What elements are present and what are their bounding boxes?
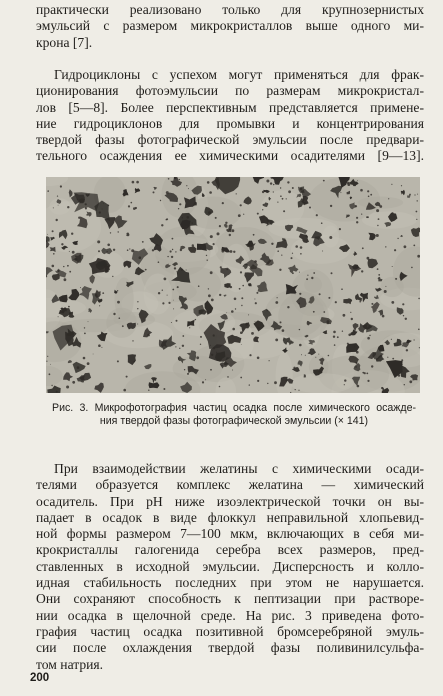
text-line: тельного осаждения ее химическими осадителями [9—13]. (36, 148, 424, 164)
text-line: том натрия. (36, 656, 104, 672)
text-line: крокристаллы галогенида серебра всех размеров, пред- (36, 542, 424, 558)
text-line: практически реализовано только для крупнозернистых (36, 2, 424, 17)
micrograph-image (46, 177, 420, 393)
figure-caption (52, 402, 416, 428)
text-line: ставленных в исходной эмульсии. Дисперсность и колло- (36, 558, 424, 574)
text-line: графия частиц осадка позитивной бромсеребряной эмуль- (36, 623, 424, 639)
text-line: нии осадка в щелочной среде. На рис. 3 приведена фото- (36, 607, 424, 623)
text-line: эмульсий с размером микрокристаллов выше одного ми- (36, 18, 424, 34)
paragraph-2 (36, 67, 424, 165)
text-line: лов [5—8]. Более перспективным представляется примене- (36, 99, 424, 115)
text-line: падает в осадок в виде флоккул неправильной хлопьевид- (36, 509, 424, 525)
text-line: твердой фазы фотографической эмульсии после предвари- (36, 132, 424, 148)
text-line: ной формы размером 7—100 мкм, включающих в себя ми- (36, 526, 424, 542)
text-line: сии после охлаждения твердой фазы поливинилсульфа- (36, 640, 424, 656)
text-line: осадитель. При pH ниже изоэлектрической точки он вы- (36, 493, 424, 509)
paragraph-1 (36, 2, 424, 51)
micrograph-figure (46, 177, 420, 393)
caption-line: ния твердой фазы фотографической эмульсии (× 141) (99, 415, 369, 427)
text-line: идная стабильность последних при этом не нарушается. (36, 575, 424, 591)
page-number: 200 (30, 672, 50, 684)
text-line: Они сохраняют способность к пептизации при растворе- (36, 591, 424, 607)
text-line: Гидроциклоны с успехом могут применяться для фрак- (54, 67, 424, 82)
text-line: При взаимодействии желатины с химическими осади- (54, 461, 424, 476)
paragraph-3 (36, 461, 424, 673)
text-line: ние гидроциклонов для промывки и концентрирования (36, 115, 424, 131)
caption-line: Рис. 3. Микрофотография частиц осадка после химического осажде- (52, 402, 416, 414)
text-line: крона [7]. (36, 34, 93, 50)
text-line: телями образуется комплекс желатина — химический (36, 477, 424, 493)
text-line: ционирования фотоэмульсии по размерам микрокристал- (36, 83, 424, 99)
